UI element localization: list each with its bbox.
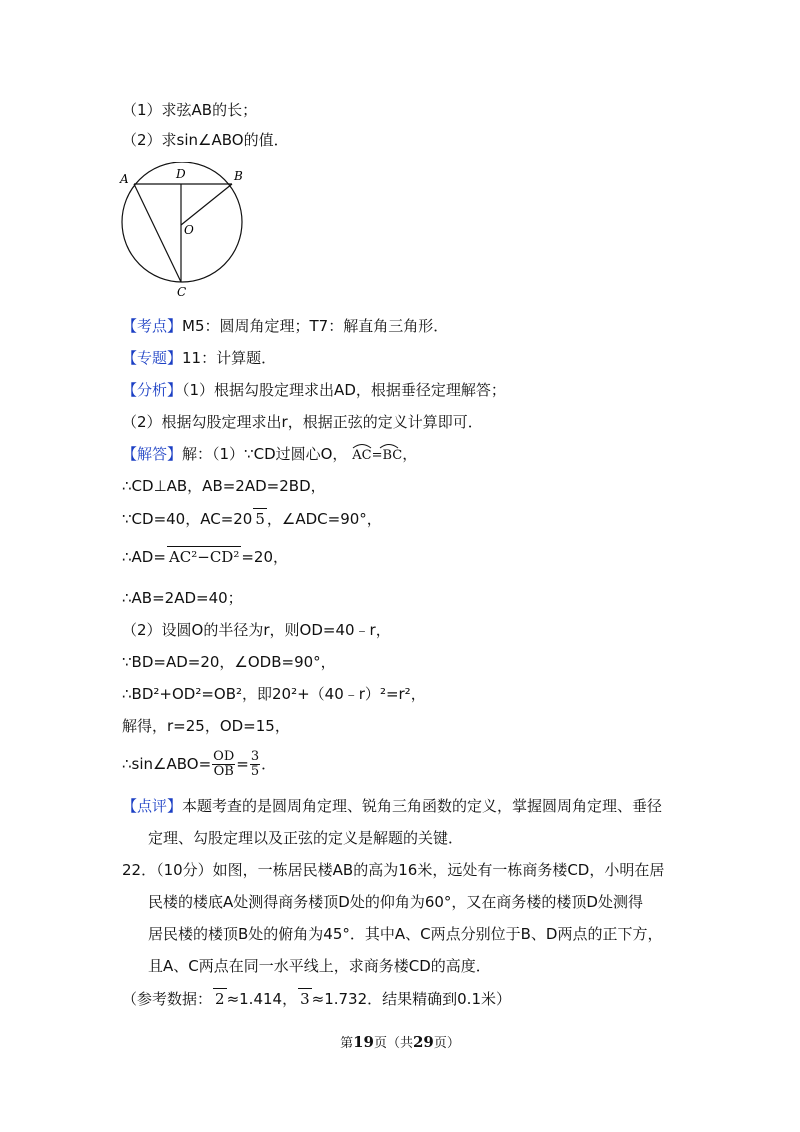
frac-num-od: OD xyxy=(213,749,235,764)
arc-bc: BC xyxy=(382,448,403,463)
jieda-text: 解：（1）∵CD过圆心O， xyxy=(182,445,348,463)
solution-line-5: （2）设圆O的半径为r，则OD=40﹣r， xyxy=(122,621,391,639)
solution-line-4: ∴AB=2AD=40； xyxy=(122,589,243,607)
solution-line-1: ∴CD⊥AB，AB=2AD=2BD， xyxy=(122,477,326,495)
fenxi-line xyxy=(122,380,506,400)
ref-c: ≈1.732．结果精确到0.1米） xyxy=(311,990,511,1008)
frac-den-ob: OB xyxy=(213,764,234,779)
sqrt-2: 2 xyxy=(215,990,225,1008)
fraction-3-5 xyxy=(250,750,260,779)
question-1: （1）求弦AB的长； xyxy=(122,101,258,119)
s2-b: ，∠ADC=90°， xyxy=(266,510,382,528)
s9-eq: = xyxy=(236,755,249,773)
page-footer xyxy=(0,1032,800,1051)
sqrt-3: 3 xyxy=(300,990,310,1008)
label-b: B xyxy=(234,169,243,183)
ref-b: ≈1.414， xyxy=(226,990,298,1008)
s3-b: =20， xyxy=(241,548,289,566)
kaodian-line xyxy=(122,316,448,336)
label-a: A xyxy=(120,172,129,186)
fenxi-line-2: （2）根据勾股定理求出r，根据正弦的定义计算即可． xyxy=(122,413,483,431)
circle-diagram xyxy=(112,162,262,302)
problem-22-line-4: 且A、C两点在同一水平线上，求商务楼CD的高度． xyxy=(148,957,491,975)
arc-equation xyxy=(352,446,402,466)
jieda-line xyxy=(122,444,417,466)
dianping-line xyxy=(122,796,662,816)
arc-eq: = xyxy=(371,448,383,463)
problem-22-reference xyxy=(122,988,511,1009)
problem-22-line-2: 民楼的楼底A处测得商务楼顶D处的仰角为60°，又在商务楼的楼顶D处测得 xyxy=(148,893,643,911)
dianping-tag: 【点评】 xyxy=(122,797,183,815)
arc-ac: AC xyxy=(352,448,372,463)
s9-a: ∴sin∠ABO= xyxy=(122,755,212,773)
kaodian-tag: 【考点】 xyxy=(122,317,183,335)
fraction-od-ob xyxy=(212,750,235,779)
jieda-tag: 【解答】 xyxy=(122,445,183,463)
s2-a: ∵CD=40，AC=20 xyxy=(122,510,253,528)
arc-marks xyxy=(352,441,400,449)
fenxi-tag: 【分析】 xyxy=(122,381,183,399)
solution-line-2 xyxy=(122,508,382,529)
footer-suffix: 页） xyxy=(433,1036,460,1051)
solution-line-8: 解得，r=25，OD=15， xyxy=(122,717,290,735)
arc-tail: ， xyxy=(402,445,418,463)
label-d: D xyxy=(176,167,186,181)
solution-line-9 xyxy=(122,750,276,779)
problem-22-line-3: 居民楼的楼顶B处的俯角为45°．其中A、C两点分别位于B、D两点的正下方， xyxy=(148,925,663,943)
footer-prefix: 第 xyxy=(340,1036,354,1051)
sqrt-5: 5 xyxy=(255,510,265,528)
label-o: O xyxy=(184,223,194,237)
frac-num-3: 3 xyxy=(250,749,260,764)
footer-middle: 页（共 xyxy=(373,1036,413,1051)
question-2: （2）求sin∠ABO的值． xyxy=(122,131,289,149)
sqrt-ac-cd: AC²−CD² xyxy=(168,548,240,566)
dianping-line-2: 定理、勾股定理以及正弦的定义是解题的关键． xyxy=(148,829,464,847)
solution-line-7: ∴BD²+OD²=OB²，即20²+（40﹣r）²=r²， xyxy=(122,685,426,703)
footer-total-pages: 29 xyxy=(413,1033,434,1051)
segment-ac xyxy=(134,184,181,282)
ref-a: （参考数据： xyxy=(122,990,213,1008)
s9-b: ． xyxy=(261,755,277,773)
solution-line-6: ∵BD=AD=20，∠ODB=90°， xyxy=(122,653,336,671)
kaodian-text: M5：圆周角定理；T7：解直角三角形． xyxy=(182,317,449,335)
label-c: C xyxy=(177,285,187,299)
zhuanti-line xyxy=(122,348,276,368)
zhuanti-tag: 【专题】 xyxy=(122,349,183,367)
zhuanti-text: 11：计算题． xyxy=(182,349,277,367)
footer-page-number: 19 xyxy=(353,1033,374,1051)
fenxi-text: （1）根据勾股定理求出AD，根据垂径定理解答； xyxy=(182,381,506,399)
dianping-text: 本题考查的是圆周角定理、锐角三角函数的定义，掌握圆周角定理、垂径 xyxy=(182,797,663,815)
frac-den-5: 5 xyxy=(250,764,260,779)
problem-22-line-1: 22．（10分）如图，一栋居民楼AB的高为16米，远处有一栋商务楼CD，小明在居 xyxy=(122,861,665,879)
solution-line-3 xyxy=(122,546,288,567)
segment-ob xyxy=(181,184,232,225)
s3-a: ∴AD= xyxy=(122,548,166,566)
